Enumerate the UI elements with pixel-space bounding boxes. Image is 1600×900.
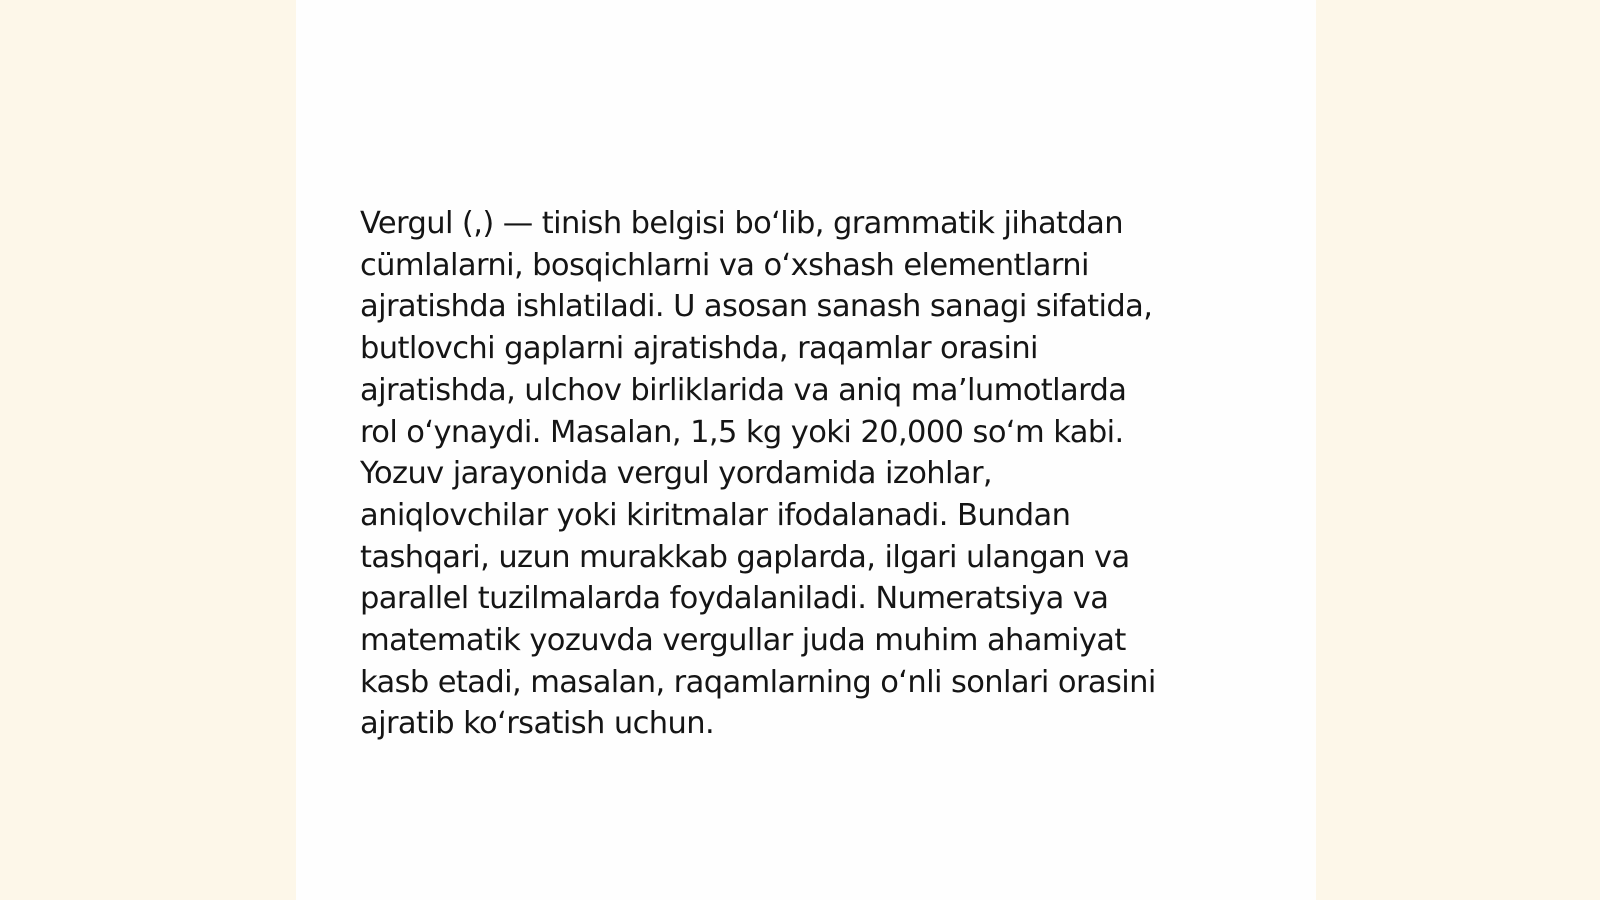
slide-canvas xyxy=(296,0,1316,900)
paragraph-line: kasb etadi, masalan, raqamlarning o‘nli sonlari orasini xyxy=(360,664,1156,700)
paragraph-line: matematik yozuvda vergullar juda muhim ahamiyat xyxy=(360,623,1126,659)
paragraph-line: ajratishda, ulchov birliklarida va aniq ma’lumotlarda xyxy=(360,372,1127,408)
paragraph-line: aniqlovchilar yoki kiritmalar ifodalanadi. Bundan xyxy=(360,497,1071,533)
paragraph-line: rol o‘ynaydi. Masalan, 1,5 kg yoki 20,000 so‘m kabi. xyxy=(360,414,1124,450)
slide-body-paragraph xyxy=(360,203,1260,745)
paragraph-line: ajratishda ishlatiladi. U asosan sanash sanagi sifatida, xyxy=(360,289,1153,325)
paragraph-line: tashqari, uzun murakkab gaplarda, ilgari ulangan va xyxy=(360,539,1130,575)
paragraph-line: cümlalarni, bosqichlarni va o‘xshash elementlarni xyxy=(360,247,1089,283)
paragraph-line: Vergul (,) — tinish belgisi bo‘lib, grammatik jihatdan xyxy=(360,206,1123,241)
paragraph-line: Yozuv jarayonida vergul yordamida izohlar, xyxy=(360,456,993,492)
right-margin-background xyxy=(1316,0,1600,900)
paragraph-line: butlovchi gaplarni ajratishda, raqamlar orasini xyxy=(360,331,1038,367)
paragraph-line: ajratib ko‘rsatish uchun. xyxy=(360,706,715,742)
left-margin-background xyxy=(0,0,296,900)
paragraph-line: parallel tuzilmalarda foydalaniladi. Numeratsiya va xyxy=(360,581,1109,617)
